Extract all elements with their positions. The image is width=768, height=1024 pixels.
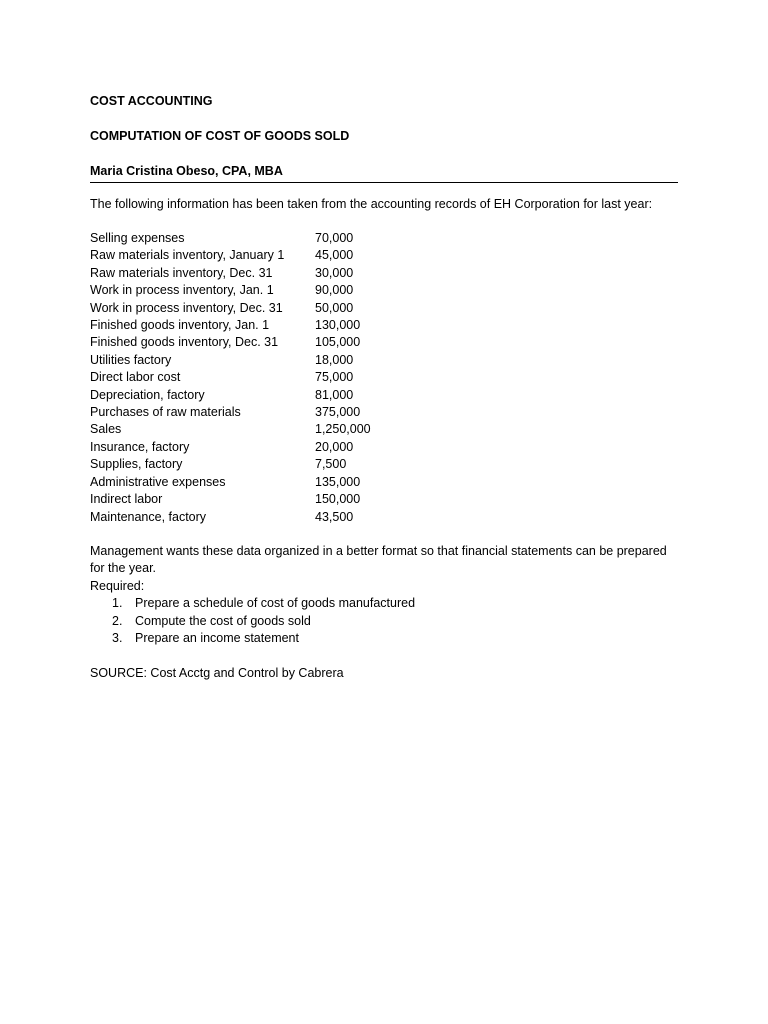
item-label: Direct labor cost <box>90 370 181 385</box>
table-row <box>90 300 371 317</box>
requirement-text: Compute the cost of goods sold <box>135 613 311 628</box>
item-label: Raw materials inventory, Dec. 31 <box>90 265 273 280</box>
item-label: Raw materials inventory, January 1 <box>90 248 285 263</box>
item-value: 45,000 <box>315 248 354 263</box>
item-label: Supplies, factory <box>90 457 183 472</box>
source-citation: SOURCE: Cost Acctg and Control by Cabrera <box>90 665 344 680</box>
table-row <box>90 317 371 334</box>
item-value: 7,500 <box>315 457 347 472</box>
item-value: 1,250,000 <box>315 422 371 437</box>
requirements-list <box>90 595 678 648</box>
item-label: Administrative expenses <box>90 474 226 489</box>
item-value: 105,000 <box>315 335 361 350</box>
table-row <box>90 421 371 438</box>
item-value: 375,000 <box>315 405 361 420</box>
item-value: 20,000 <box>315 439 354 454</box>
table-row <box>90 265 371 282</box>
table-row <box>90 352 371 369</box>
author-block <box>90 163 678 183</box>
requirement-text: Prepare an income statement <box>135 631 299 646</box>
item-value: 18,000 <box>315 352 354 367</box>
item-label: Finished goods inventory, Dec. 31 <box>90 335 279 350</box>
table-row <box>90 509 371 526</box>
table-row <box>90 474 371 491</box>
table-row <box>90 369 371 386</box>
requirement-text: Prepare a schedule of cost of goods manufactured <box>135 596 416 611</box>
requirement-item <box>112 630 678 648</box>
document-title: COST ACCOUNTING <box>90 94 213 108</box>
author-name: Maria Cristina Obeso, CPA, MBA <box>90 164 283 178</box>
document-page <box>90 93 678 682</box>
table-row <box>90 439 371 456</box>
management-note: Management wants these data organized in a better format so that financial statements can be prepared for the year. <box>90 543 667 576</box>
intro-text: The following information has been taken from the accounting records of EH Corporation for last year: <box>90 197 653 211</box>
requirement-number: 2. <box>112 613 123 628</box>
item-value: 30,000 <box>315 265 354 280</box>
item-label: Indirect labor <box>90 492 163 507</box>
item-value: 81,000 <box>315 387 354 402</box>
requirement-number: 1. <box>112 596 123 611</box>
table-row <box>90 282 371 299</box>
table-row <box>90 491 371 508</box>
item-label: Utilities factory <box>90 352 172 367</box>
table-row <box>90 334 371 351</box>
requirement-item <box>112 613 678 631</box>
item-label: Purchases of raw materials <box>90 405 241 420</box>
item-value: 130,000 <box>315 318 361 333</box>
requirement-number: 3. <box>112 631 123 646</box>
item-value: 135,000 <box>315 474 361 489</box>
table-row <box>90 387 371 404</box>
item-value: 50,000 <box>315 300 354 315</box>
requirement-item <box>112 595 678 613</box>
item-value: 150,000 <box>315 492 361 507</box>
item-label: Insurance, factory <box>90 439 190 454</box>
table-row <box>90 456 371 473</box>
table-row <box>90 247 371 264</box>
item-label: Work in process inventory, Dec. 31 <box>90 300 283 315</box>
item-label: Selling expenses <box>90 231 185 245</box>
item-value: 75,000 <box>315 370 354 385</box>
item-label: Depreciation, factory <box>90 387 205 402</box>
document-subtitle: COMPUTATION OF COST OF GOODS SOLD <box>90 129 350 143</box>
item-label: Maintenance, factory <box>90 509 207 524</box>
required-label: Required: <box>90 578 145 593</box>
item-value: 43,500 <box>315 509 354 524</box>
item-value: 90,000 <box>315 283 354 298</box>
accounting-data-table <box>90 230 371 526</box>
item-label: Work in process inventory, Jan. 1 <box>90 283 274 298</box>
item-label: Sales <box>90 422 122 437</box>
item-value: 70,000 <box>315 231 354 245</box>
item-label: Finished goods inventory, Jan. 1 <box>90 318 270 333</box>
table-row <box>90 230 371 247</box>
table-row <box>90 404 371 421</box>
